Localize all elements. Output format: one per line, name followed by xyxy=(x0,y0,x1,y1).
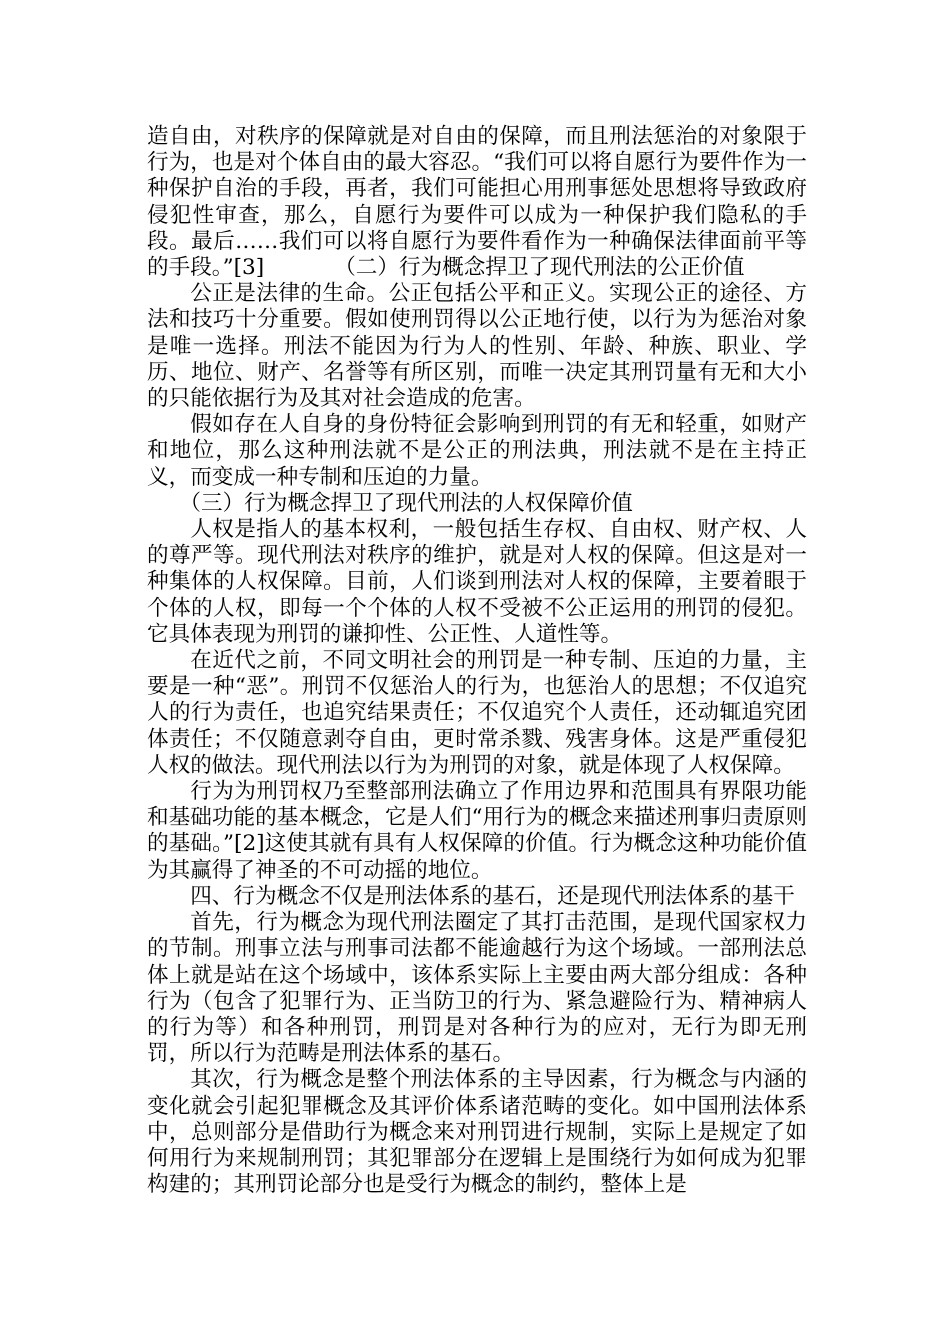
paragraph: 假如存在人自身的身份特征会影响到刑罚的有无和轻重，如财产和地位，那么这种刑法就不是公正的刑法典，刑法就不是在主持正义，而变成一种专制和压迫的力量。 xyxy=(147,412,807,490)
paragraph: 其次，行为概念是整个刑法体系的主导因素，行为概念与内涵的变化就会引起犯罪概念及其评价体系诸范畴的变化。如中国刑法体系中，总则部分是借助行为概念来对刑罚进行规制，实际上是规定了如何用行为来规制刑罚；其犯罪部分在逻辑上是围绕行为如何成为犯罪构建的；其刑罚论部分也是受行为概念的制约，整体上是 xyxy=(147,1067,807,1198)
section-heading-2: （二）行为概念捍卫了现代刑法的公正价值 xyxy=(334,255,745,281)
document-body xyxy=(147,124,807,1198)
paragraph: 行为为刑罚权乃至整部刑法确立了作用边界和范围具有界限功能和基础功能的基本概念，它是人们“用行为的概念来描述刑事归责原则的基础。”[2]这使其就有具有人权保障的价值。行为概念这种功能价值为其赢得了神圣的不可动摇的地位。 xyxy=(147,779,807,883)
section-heading-3: （三）行为概念捍卫了现代刑法的人权保障价值 xyxy=(179,490,633,516)
section-heading-4: 四、行为概念不仅是刑法体系的基石，还是现代刑法体系的基干 xyxy=(190,883,795,909)
paragraph: 公正是法律的生命。公正包括公平和正义。实现公正的途径、方法和技巧十分重要。假如使刑罚得以公正地行使，以行为为惩治对象是唯一选择。刑法不能因为行为人的性别、年龄、种族、职业、学历、地位、财产、名誉等有所区别，而唯一决定其刑罚量有无和大小的只能依据行为及其对社会造成的危害。 xyxy=(147,281,807,412)
paragraph: 人权是指人的基本权利，一般包括生存权、自由权、财产权、人的尊严等。现代刑法对秩序的维护，就是对人权的保障。但这是对一种集体的人权保障。目前，人们谈到刑法对人权的保障，主要着眼于个体的人权，即每一个个体的人权不受被不公正运用的刑罚的侵犯。它具体表现为刑罚的谦抑性、公正性、人道性等。 xyxy=(147,517,807,647)
paragraph-text: 造自由，对秩序的保障就是对自由的保障，而且刑法惩治的对象限于行为，也是对个体自由的最大容忍。“我们可以将自愿行为要件作为一种保护自治的手段，再者，我们可能担心用刑事惩处思想将导致政府侵犯性审查，那么，自愿行为要件可以成为一种保护我们隐私的手段。最后……我们可以将自愿行为要件看作为一种确保法律面前平等的手段。”[3] xyxy=(147,124,807,281)
paragraph: 在近代之前，不同文明社会的刑罚是一种专制、压迫的力量，主要是一种“恶”。刑罚不仅惩治人的行为，也惩治人的思想；不仅追究人的行为责任，也追究结果责任；不仅追究个人责任，还动辄追究团体责任；不仅随意剥夺自由，更时常杀戮、残害身体。这是严重侵犯人权的做法。现代刑法以行为为刑罚的对象，就是体现了人权保障。 xyxy=(147,648,807,778)
paragraph-continuation xyxy=(147,124,807,281)
paragraph: 首先，行为概念为现代刑法圈定了其打击范围，是现代国家权力的节制。刑事立法与刑事司法都不能逾越行为这个场域。一部刑法总体上就是站在这个场域中，该体系实际上主要由两大部分组成：各种行为（包含了犯罪行为、正当防卫的行为、紧急避险行为、精神病人的行为等）和各种刑罚，刑罚是对各种行为的应对，无行为即无刑罚，所以行为范畴是刑法体系的基石。 xyxy=(147,910,807,1067)
